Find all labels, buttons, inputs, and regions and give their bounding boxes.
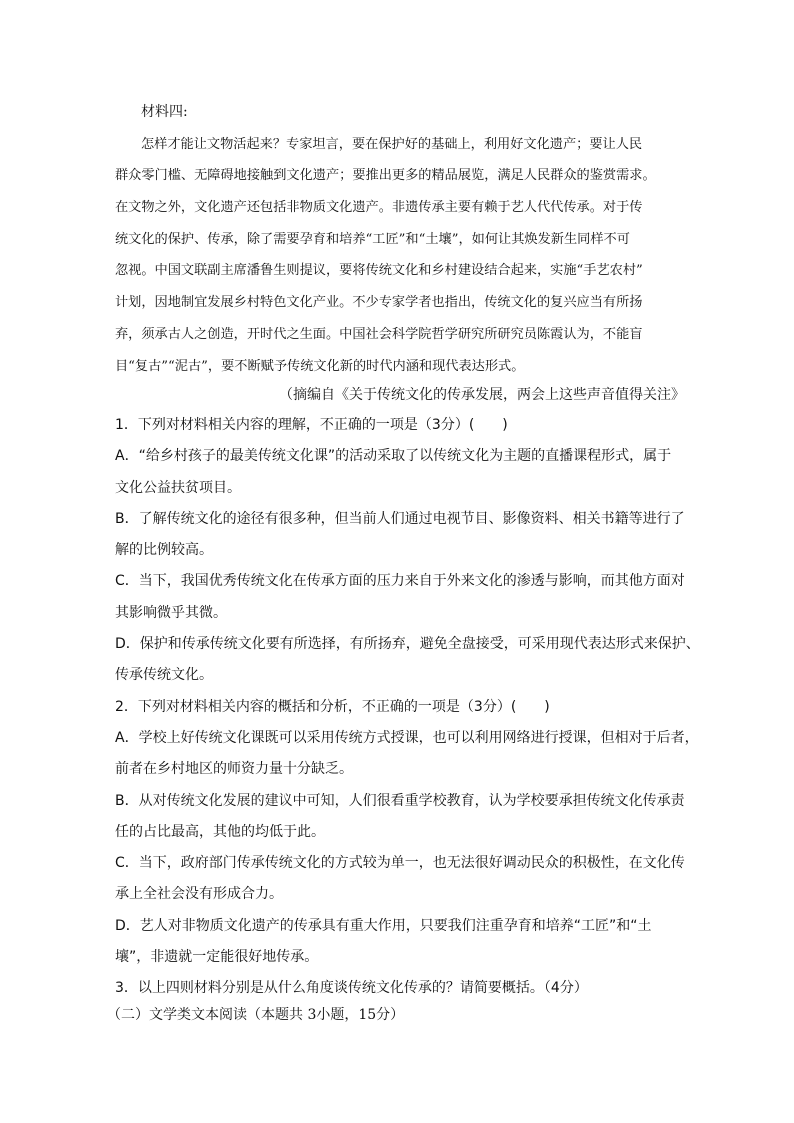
- material-four: [115, 97, 685, 382]
- question-1-option-c: C．当下，我国优秀传统文化在传承方面的压力来自于外来文化的渗透与影响，而其他方面对: [115, 573, 685, 590]
- material-line: 忽视。中国文联副主席潘鲁生则提议，要将传统文化和乡村建设结合起来，实施“手艺农村”: [115, 263, 643, 279]
- question-2-option-c-cont: 承上全社会没有形成合力。: [115, 886, 283, 903]
- question-1-option-c-cont: 其影响微乎其微。: [115, 604, 227, 621]
- question-2-stem: 2．下列对材料相关内容的概括和分析，不正确的一项是（3分）( ): [115, 698, 550, 715]
- material-line: 计划，因地制宜发展乡村特色文化产业。不少专家学者也指出，传统文化的复兴应当有所扬: [115, 295, 643, 311]
- question-1-option-d: D．保护和传承传统文化要有所选择，有所扬弃，避免全盘接受，可采用现代表达形式来保护、: [115, 636, 700, 653]
- material-line: 目“复古”“泥古”，要不断赋予传统文化新的时代内涵和现代表达形式。: [115, 358, 525, 374]
- question-3-stem: 3．以上四则材料分别是从什么角度谈传统文化传承的？请简要概括。（4分）: [115, 980, 588, 997]
- question-1-option-b-cont: 解的比例较高。: [115, 542, 213, 559]
- question-1-option-d-cont: 传承传统文化。: [115, 667, 213, 684]
- source-citation: （摘编自《关于传统文化的传承发展，两会上这些声音值得关注》: [279, 387, 685, 403]
- question-1-option-b: B．了解传统文化的途径有很多种，但当前人们通过电视节目、影像资料、相关书籍等进行了: [115, 510, 685, 527]
- question-2-option-a: A．学校上好传统文化课既可以采用传统方式授课，也可以利用网络进行授课，但相对于后者，: [115, 729, 699, 746]
- question-1-option-a-cont: 文化公益扶贫项目。: [115, 479, 241, 496]
- question-1-stem: 1．下列对材料相关内容的理解，不正确的一项是（3分）( ): [115, 417, 508, 433]
- section-heading: （二）文学类文本阅读（本题共 3小题，15分）: [107, 1007, 405, 1023]
- question-2-option-b: B．从对传统文化发展的建议中可知，人们很看重学校教育，认为学校要承担传统文化传承责: [115, 792, 685, 809]
- material-line: 弃，须承古人之创造，开时代之生面。中国社会科学院哲学研究所研究员陈霞认为，不能盲: [115, 326, 643, 342]
- question-2-option-d-cont: 壤”，非遗就一定能很好地传承。: [115, 949, 319, 966]
- material-title: 材料四:: [141, 104, 188, 120]
- question-2-option-c: C．当下，政府部门传承传统文化的方式较为单一，也无法很好调动民众的积极性，在文化传: [115, 855, 685, 872]
- material-line: 怎样才能让文物活起来？专家坦言，要在保护好的基础上，利用好文化遗产；要让人民: [141, 136, 643, 152]
- material-line: 群众零门槛、无障碍地接触到文化遗产；要推出更多的精品展览，满足人民群众的鉴赏需求。: [115, 168, 656, 184]
- material-line: 在文物之外，文化遗产还包括非物质文化遗产。非遗传承主要有赖于艺人代代传承。对于传: [115, 200, 643, 216]
- question-2-option-a-cont: 前者在乡村地区的师资力量十分缺乏。: [115, 761, 353, 778]
- material-line: 统文化的保护、传承，除了需要孕育和培养“工匠”和“土壤”，如何让其焕发新生同样不可: [115, 231, 630, 247]
- question-2-option-b-cont: 任的占比最高，其他的均低于此。: [115, 823, 325, 840]
- question-list: [115, 410, 700, 1005]
- question-1-option-a: A．“给乡村孩子的最美传统文化课”的活动采取了以传统文化为主题的直播课程形式，属于: [115, 448, 672, 465]
- question-2-option-d: D．艺人对非物质文化遗产的传承具有重大作用，只要我们注重孕育和培养“工匠”和“土: [115, 917, 652, 934]
